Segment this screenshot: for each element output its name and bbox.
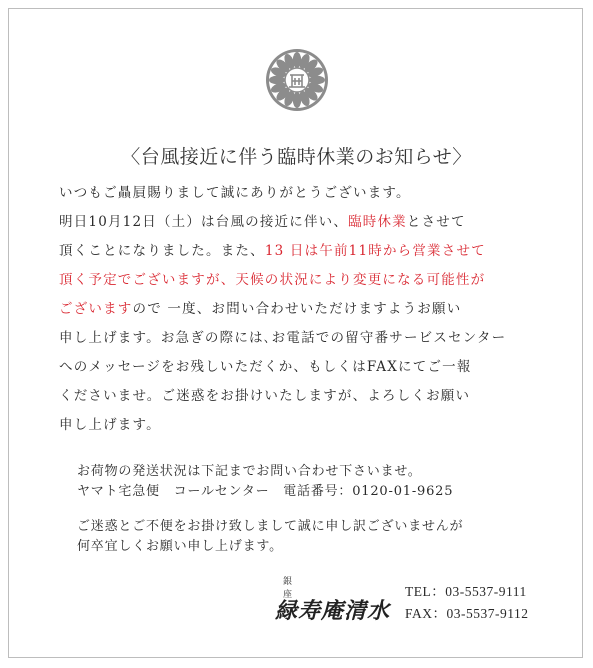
body-line: 申し上げます。 xyxy=(59,417,161,433)
body-line: 申し上げます。お急ぎの際には､お電話での留守番サービスセンター xyxy=(59,330,507,346)
apology-line: ご迷惑とご不便をお掛け致しまして誠に申し訳ございませんが xyxy=(77,519,464,534)
shop-logo: 緑寿庵清水 xyxy=(275,598,391,624)
body-text: 頂くことになりました。また、 xyxy=(59,243,265,259)
tel-number: TEL：03-5537-9111 xyxy=(405,584,527,599)
body-line xyxy=(59,295,529,324)
apology-line: 何卒宜しくお願い申し上げます。 xyxy=(77,539,283,554)
highlight-text: 臨時休業 xyxy=(348,214,407,230)
chrysanthemum-crest-icon xyxy=(265,48,329,112)
body-text: 明日10月12日（土）は台風の接近に伴い、 xyxy=(59,214,349,230)
fax-number: FAX：03-5537-9112 xyxy=(405,606,529,621)
notice-title: 〈台風接近に伴う臨時休業のお知らせ〉 xyxy=(121,146,472,168)
apology-text xyxy=(77,517,537,557)
shop-area-label: 銀座 xyxy=(283,577,297,600)
shipping-info xyxy=(77,462,537,502)
body-line: くださいませ。ご迷惑をお掛けいたしますが、よろしくお願い xyxy=(59,388,471,404)
body-line xyxy=(59,208,529,237)
notice-body xyxy=(59,179,529,440)
shipping-line: お荷物の発送状況は下記までお問い合わせ下さいませ。 xyxy=(77,464,422,479)
highlight-line: 頂く予定でございますが、天候の状況により変更になる可能性が xyxy=(59,272,486,288)
body-text: とさせて xyxy=(406,214,466,230)
body-line: へのメッセージをお残しいただくか、もしくはFAXにてご一報 xyxy=(59,359,472,375)
body-text: ので 一度、お問い合わせいただけますようお願い xyxy=(132,301,462,317)
body-line xyxy=(59,237,529,266)
body-line: いつもご贔屓賜りまして誠にありがとうございます。 xyxy=(59,185,411,201)
shipping-line: ヤマト宅急便 コールセンター 電話番号：0120-01-9625 xyxy=(77,484,454,499)
highlight-text: ございます xyxy=(59,301,133,317)
highlight-text: 13 日は午前11時から営業させて xyxy=(264,243,486,259)
contact-info xyxy=(405,581,529,625)
